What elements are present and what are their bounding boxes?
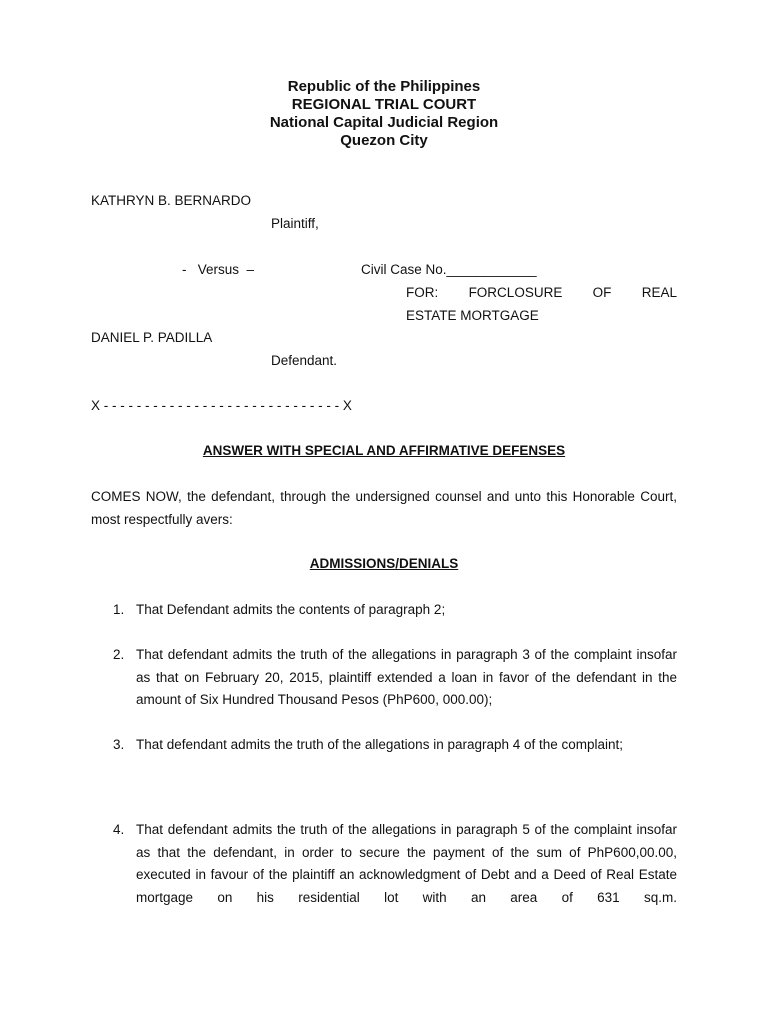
civil-case-number: Civil Case No.____________	[361, 262, 537, 277]
item-number: 2.	[113, 647, 125, 662]
case-nature-line1	[406, 282, 677, 304]
plaintiff-label: Plaintiff,	[271, 216, 319, 231]
case-nature-word: FOR:	[406, 285, 439, 300]
plaintiff-name: KATHRYN B. BERNARDO	[91, 193, 252, 208]
section-title: ADMISSIONS/DENIALS	[309, 556, 459, 571]
intro-paragraph: COMES NOW, the defendant, through the undersigned counsel and unto this Honorable Court, most respectfully avers:	[91, 489, 677, 527]
document-title: ANSWER WITH SPECIAL AND AFFIRMATIVE DEFENSES	[202, 443, 566, 458]
header-court: REGIONAL TRIAL COURT	[291, 96, 477, 113]
header-city: Quezon City	[340, 132, 428, 149]
court-header	[0, 78, 768, 150]
versus-label: - Versus –	[182, 262, 255, 277]
defendant-name: DANIEL P. PADILLA	[91, 330, 213, 345]
header-republic: Republic of the Philippines	[287, 78, 481, 95]
item-text: That defendant admits the truth of the allegations in paragraph 5 of the complaint insofar as that the defendant, in order to secure the payment of the sum of PhP600,00.00, executed in favour of the plaintiff an acknowledgment of Debt and a Deed of Real Estate mortgage on his residential lot with an area of 631 sq.m.	[136, 822, 677, 905]
item-text: That Defendant admits the contents of paragraph 2;	[136, 602, 446, 617]
case-nature-word: FORCLOSURE	[468, 285, 563, 300]
caption-separator: X - - - - - - - - - - - - - - - - - - - - - - - - - - - - - X	[91, 398, 352, 413]
case-nature-word: REAL	[641, 285, 677, 300]
item-number: 3.	[113, 737, 125, 752]
case-nature-line2: ESTATE MORTGAGE	[406, 308, 539, 323]
case-nature-word: OF	[592, 285, 612, 300]
item-text: That defendant admits the truth of the allegations in paragraph 3 of the complaint insofar as that on February 20, 2015, plaintiff extended a loan in favor of the defendant in the amount of Six Hundred Thousand Pesos (PhP600, 000.00);	[136, 647, 677, 707]
defendant-label: Defendant.	[271, 353, 338, 368]
item-number: 4.	[113, 822, 125, 837]
header-region: National Capital Judicial Region	[269, 114, 499, 131]
item-number: 1.	[113, 602, 125, 617]
item-text: That defendant admits the truth of the allegations in paragraph 4 of the complaint;	[136, 737, 624, 752]
